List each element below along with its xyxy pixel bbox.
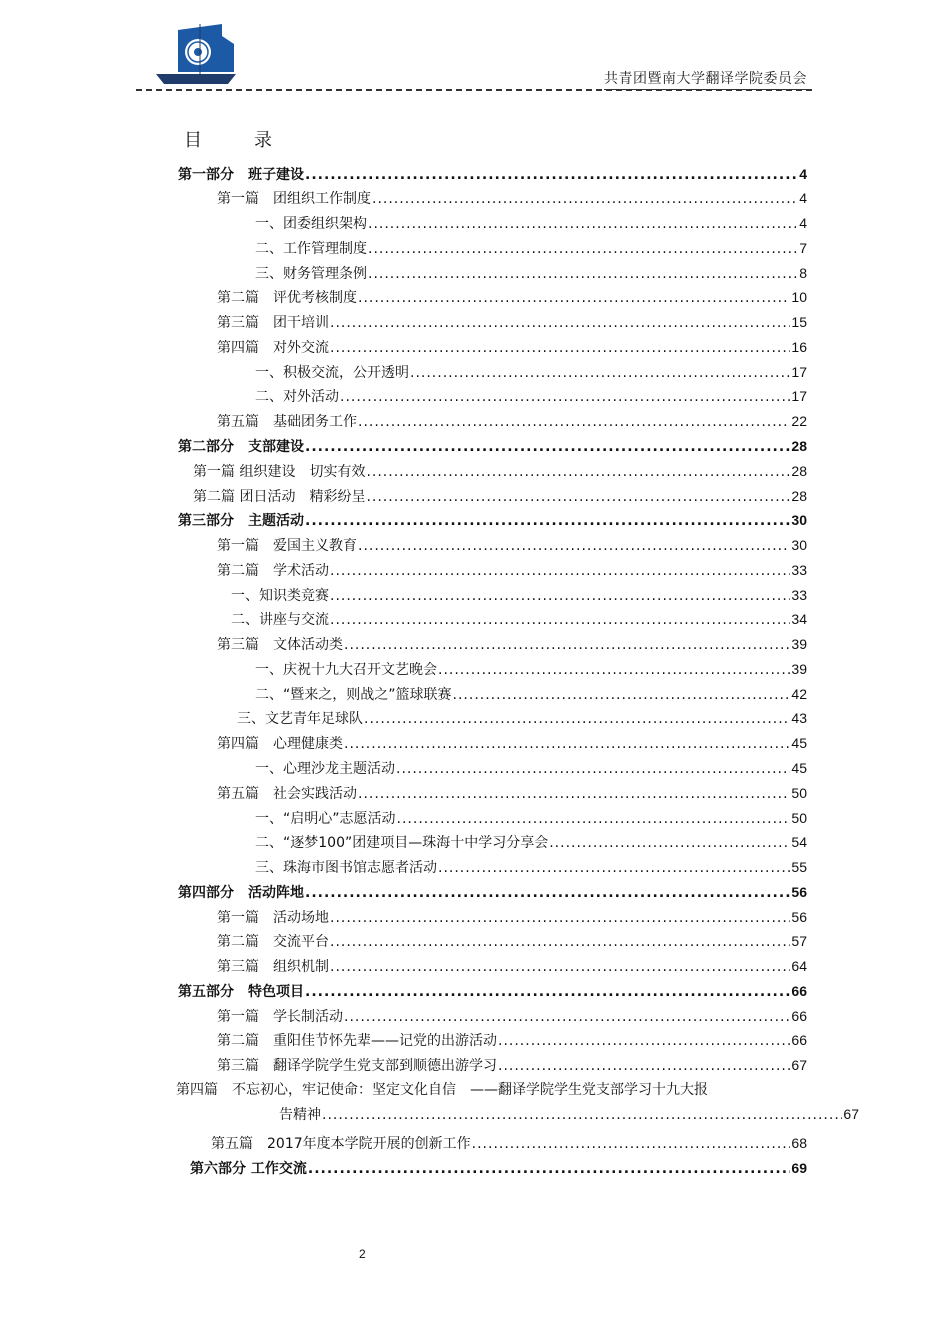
toc-entry[interactable] [178, 510, 807, 530]
toc-entry-page: 42 [791, 686, 807, 702]
toc-entry-page: 67 [843, 1106, 859, 1122]
dot-leader [366, 462, 790, 482]
toc-entry[interactable] [255, 263, 807, 283]
toc-entry-page: 54 [791, 834, 807, 850]
toc-entry-page: 4 [799, 215, 807, 231]
toc-entry[interactable] [217, 287, 807, 307]
toc-entry[interactable] [231, 585, 807, 605]
toc-entry[interactable] [217, 188, 807, 208]
toc-entry-page: 56 [791, 909, 807, 925]
toc-entry-label: 第一篇 爱国主义教育 [217, 538, 357, 554]
toc-entry[interactable] [178, 882, 807, 902]
dot-leader [366, 487, 790, 507]
toc-entry[interactable] [217, 907, 807, 927]
toc-entry[interactable] [255, 213, 807, 233]
toc-entry[interactable] [193, 486, 807, 506]
dot-leader [305, 165, 798, 185]
toc-entry-label: 第一部分 班子建设 [178, 167, 304, 183]
toc-entry-label: 二、讲座与交流 [231, 612, 329, 628]
toc-entry[interactable] [217, 956, 807, 976]
dot-leader [410, 363, 790, 383]
toc-entry-label: 第五篇 2017年度本学院开展的创新工作 [211, 1136, 471, 1152]
toc-entry-label: 第二部分 支部建设 [178, 439, 304, 455]
dot-leader [308, 1159, 791, 1179]
toc-entry-page: 39 [791, 661, 807, 677]
toc-entry-label: 二、工作管理制度 [255, 241, 367, 257]
toc-entry-label: 第三篇 文体活动类 [217, 637, 343, 653]
toc-entry[interactable] [217, 733, 807, 753]
toc-entry-page: 66 [791, 1008, 807, 1024]
dot-leader [438, 660, 790, 680]
dot-leader [330, 586, 790, 606]
dot-leader [372, 189, 798, 209]
toc-entry[interactable] [178, 981, 807, 1001]
toc-entry-label: 第二篇 评优考核制度 [217, 290, 357, 306]
toc-entry[interactable] [217, 931, 807, 951]
toc-entry-label: 第二篇 团日活动 精彩纷呈 [193, 489, 366, 505]
toc-entry-page: 4 [799, 166, 807, 182]
dot-leader [498, 1031, 790, 1051]
dot-leader [305, 511, 790, 531]
toc-entry-page: 67 [791, 1057, 807, 1073]
dot-leader [330, 561, 790, 581]
toc-entry[interactable] [217, 1055, 807, 1075]
dot-leader [358, 288, 790, 308]
toc-entry-label: 一、知识类竞赛 [231, 588, 329, 604]
toc-entry-label: 第四篇 心理健康类 [217, 736, 343, 752]
toc-entry[interactable] [237, 708, 807, 728]
dot-leader [344, 734, 790, 754]
toc-entry[interactable] [255, 808, 807, 828]
dot-leader [358, 784, 790, 804]
toc-entry-page: 28 [791, 488, 807, 504]
dot-leader [549, 833, 790, 853]
toc-entry[interactable] [176, 1078, 859, 1127]
dot-leader [397, 809, 791, 829]
dot-leader [330, 338, 790, 358]
toc-entry-page: 33 [791, 562, 807, 578]
dot-leader [330, 957, 790, 977]
toc-entry-page: 45 [791, 735, 807, 751]
toc-entry-label: 二、对外活动 [255, 389, 339, 405]
dot-leader [438, 858, 790, 878]
toc-entry-label: 一、积极交流，公开透明 [255, 365, 409, 381]
toc-entry-label: 第五篇 基础团务工作 [217, 414, 357, 430]
dot-leader [305, 437, 790, 457]
toc-entry-label: 第三篇 组织机制 [217, 959, 329, 975]
toc-entry[interactable] [217, 337, 807, 357]
dot-leader [358, 536, 790, 556]
toc-entry-label: 第三部分 主题活动 [178, 513, 304, 529]
toc-entry-page: 45 [791, 760, 807, 776]
toc-entry[interactable] [193, 461, 807, 481]
dot-leader [305, 982, 790, 1002]
toc-title-left: 目 [184, 130, 204, 151]
toc-entry-label: 第一篇 学长制活动 [217, 1009, 343, 1025]
toc-entry-label: 第六部分 工作交流 [190, 1161, 307, 1177]
toc-entry[interactable] [255, 362, 807, 382]
toc-entry-page: 16 [791, 339, 807, 355]
toc-entry-page: 28 [791, 463, 807, 479]
dot-leader [344, 635, 790, 655]
toc-entry-label: 一、“启明心”志愿活动 [255, 811, 396, 827]
toc-entry[interactable] [178, 164, 807, 184]
organization-name: 共青团暨南大学翻译学院委员会 [604, 68, 807, 90]
dot-leader [330, 908, 790, 928]
toc-entry-page: 50 [791, 785, 807, 801]
toc-entry[interactable] [255, 832, 807, 852]
toc-entry-label: 第一篇 活动场地 [217, 910, 329, 926]
toc-entry-page: 17 [791, 388, 807, 404]
toc-entry-label: 一、团委组织架构 [255, 216, 367, 232]
toc-entry[interactable] [255, 857, 807, 877]
toc-entry-label: 第二篇 学术活动 [217, 563, 329, 579]
toc-entry[interactable] [217, 783, 807, 803]
toc-entry-page: 15 [791, 314, 807, 330]
toc-entry[interactable] [255, 684, 807, 704]
toc-entry-page: 55 [791, 859, 807, 875]
toc-entry-label: 一、心理沙龙主题活动 [255, 761, 395, 777]
toc-entry-page: 4 [799, 190, 807, 206]
toc-entry-page: 69 [791, 1160, 807, 1176]
toc-entry-page: 56 [791, 884, 807, 900]
toc-entry-label: 第二篇 重阳佳节怀先辈——记党的出游活动 [217, 1033, 497, 1049]
toc-entry[interactable] [217, 1030, 807, 1050]
toc-entry-label: 二、“暨来之，则战之”篮球联赛 [255, 687, 452, 703]
toc-entry-label: 第四篇 对外交流 [217, 340, 329, 356]
toc-entry-page: 10 [791, 289, 807, 305]
toc-entry-page: 43 [791, 710, 807, 726]
toc-entry-page: 34 [791, 611, 807, 627]
toc-entry-label: 三、文艺青年足球队 [237, 711, 363, 727]
toc-entry[interactable] [190, 1158, 807, 1178]
toc-entry-page: 30 [791, 537, 807, 553]
toc-entry-page: 39 [791, 636, 807, 652]
toc-entry-label: 第三篇 翻译学院学生党支部到顺德出游学习 [217, 1058, 497, 1074]
toc-entry-label-cont: 告精神 [279, 1107, 321, 1123]
toc-entry-label: 第五部分 特色项目 [178, 984, 304, 1000]
dot-leader [330, 932, 790, 952]
toc-entry-label: 二、“逐梦100”团建项目—珠海十中学习分享会 [255, 835, 549, 851]
toc-entry[interactable] [255, 386, 807, 406]
dot-leader [453, 685, 791, 705]
dot-leader [330, 313, 790, 333]
toc-entry[interactable] [211, 1133, 807, 1153]
dot-leader [472, 1134, 791, 1154]
dot-leader [340, 387, 790, 407]
toc-entry[interactable] [178, 436, 807, 456]
toc-entry-page: 22 [791, 413, 807, 429]
toc-entry-page: 66 [791, 1032, 807, 1048]
dot-leader [344, 1007, 790, 1027]
toc-entry[interactable] [217, 312, 807, 332]
toc-entry-page: 8 [799, 265, 807, 281]
toc-entry-page: 68 [791, 1135, 807, 1151]
toc-entry-page: 7 [799, 240, 807, 256]
toc-entry-label: 一、庆祝十九大召开文艺晚会 [255, 662, 437, 678]
dot-leader [322, 1103, 842, 1127]
page-number: 2 [359, 1247, 366, 1261]
toc-entry[interactable] [217, 634, 807, 654]
dot-leader [358, 412, 790, 432]
dot-leader [368, 264, 798, 284]
toc-entry-page: 28 [791, 438, 807, 454]
toc-entry[interactable] [217, 535, 807, 555]
toc-title-right: 录 [254, 130, 274, 151]
toc-entry-label: 第二篇 交流平台 [217, 934, 329, 950]
toc-entry-label: 三、财务管理条例 [255, 266, 367, 282]
toc-entry[interactable] [217, 1006, 807, 1026]
toc-entry-label: 第三篇 团干培训 [217, 315, 329, 331]
toc-entry-page: 50 [791, 810, 807, 826]
toc-entry[interactable] [217, 411, 807, 431]
toc-entry-page: 33 [791, 587, 807, 603]
dot-leader [330, 610, 790, 630]
dot-leader [396, 759, 790, 779]
dot-leader [368, 214, 798, 234]
toc-entry[interactable] [255, 659, 807, 679]
toc-entry-label: 第五篇 社会实践活动 [217, 786, 357, 802]
toc-entry-label: 第四篇 不忘初心，牢记使命：坚定文化自信 ——翻译学院学生党支部学习十九大报 [176, 1082, 708, 1098]
toc-entry[interactable] [255, 238, 807, 258]
toc-entry-page: 17 [791, 364, 807, 380]
dot-leader [368, 239, 798, 259]
toc-entry-page: 66 [791, 983, 807, 999]
toc-entry-label: 三、珠海市图书馆志愿者活动 [255, 860, 437, 876]
toc-entry[interactable] [217, 560, 807, 580]
toc-entry-page: 57 [791, 933, 807, 949]
dot-leader [498, 1056, 790, 1076]
toc-entry-label: 第一篇 组织建设 切实有效 [193, 464, 366, 480]
toc-entry-label: 第四部分 活动阵地 [178, 885, 304, 901]
toc-entry[interactable] [255, 758, 807, 778]
toc-entry-page: 30 [791, 512, 807, 528]
toc-entry-page: 64 [791, 958, 807, 974]
dot-leader [364, 709, 790, 729]
toc-entry[interactable] [231, 609, 807, 629]
dot-leader [305, 883, 790, 903]
toc-entry-label: 第一篇 团组织工作制度 [217, 191, 371, 207]
